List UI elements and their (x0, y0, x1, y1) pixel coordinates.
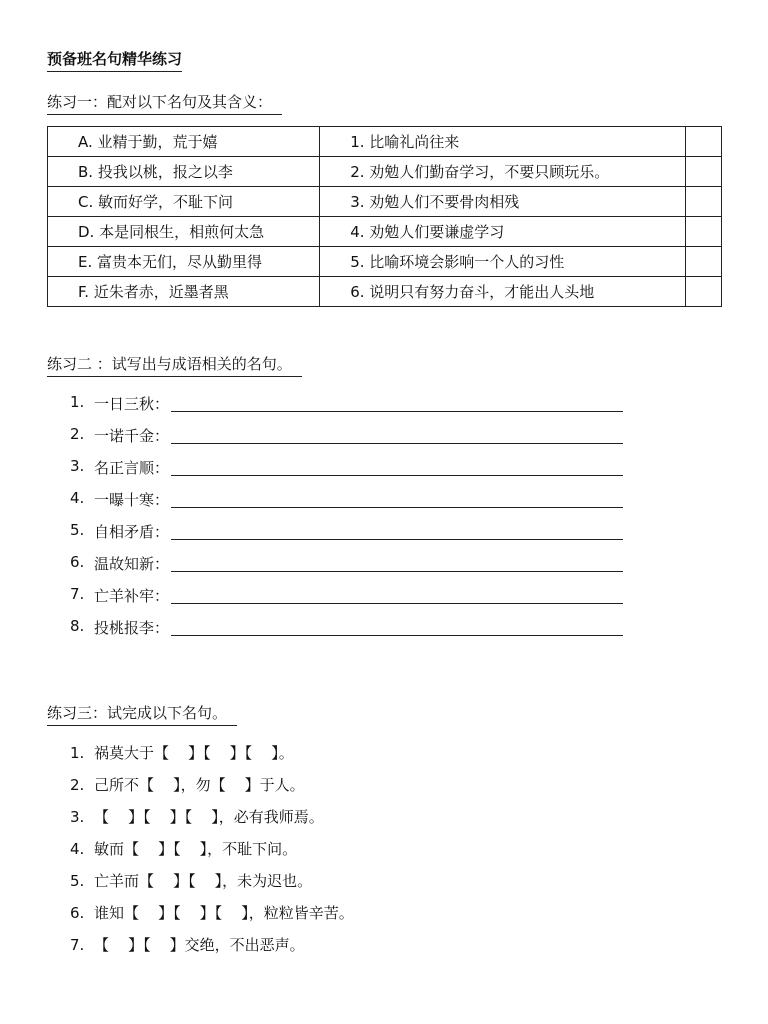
meaning-cell: 3. 劝勉人们不要骨肉相残 (320, 187, 686, 217)
page-title: 预备班名句精华练习 (47, 48, 182, 72)
item-number: 3. (70, 457, 85, 475)
item-number: 8. (70, 617, 85, 635)
item-number: 5. (70, 872, 85, 890)
fill-in-sentence[interactable]: 亡羊而【 】【 】，未为迟也。 (94, 872, 313, 890)
list-item (70, 585, 650, 617)
list-item (70, 457, 650, 489)
answer-line[interactable] (171, 585, 623, 604)
item-number: 6. (70, 553, 85, 571)
item-number: 6. (70, 904, 85, 922)
proverb-cell: B. 投我以桃，报之以李 (48, 157, 320, 187)
proverb-cell: E. 富贵本无们，尽从勤里得 (48, 247, 320, 277)
idiom-term: 一日三秋： (94, 395, 170, 413)
meaning-cell: 6. 说明只有努力奋斗，才能出人头地 (320, 277, 686, 307)
item-number: 1. (70, 393, 85, 411)
list-item (70, 870, 354, 902)
meaning-cell: 1. 比喻礼尚往来 (320, 127, 686, 157)
idiom-term: 自相矛盾： (94, 523, 170, 541)
item-number: 7. (70, 585, 85, 603)
idiom-list (70, 393, 650, 649)
fill-in-sentence[interactable]: 祸莫大于【 】【 】【 】。 (94, 744, 294, 762)
matching-table (47, 126, 722, 307)
table-row (48, 217, 722, 247)
table-row (48, 187, 722, 217)
table-row (48, 127, 722, 157)
item-number: 4. (70, 489, 85, 507)
table-row (48, 247, 722, 277)
proverb-cell: A. 业精于勤，荒于嬉 (48, 127, 320, 157)
answer-cell[interactable] (686, 247, 722, 277)
answer-line[interactable] (171, 553, 623, 572)
answer-line[interactable] (171, 457, 623, 476)
answer-line[interactable] (171, 617, 623, 636)
table-row (48, 277, 722, 307)
exercise-3-heading: 练习三：试完成以下名句。 (47, 702, 237, 726)
answer-line[interactable] (171, 425, 623, 444)
item-number: 1. (70, 744, 85, 762)
answer-cell[interactable] (686, 217, 722, 247)
fill-in-sentence[interactable]: 敏而【 】【 】，不耻下问。 (94, 840, 298, 858)
meaning-cell: 2. 劝勉人们勤奋学习，不要只顾玩乐。 (320, 157, 686, 187)
answer-cell[interactable] (686, 187, 722, 217)
table-row (48, 157, 722, 187)
proverb-cell: D. 本是同根生，相煎何太急 (48, 217, 320, 247)
item-number: 2. (70, 776, 85, 794)
fill-in-list (70, 742, 354, 966)
item-number: 4. (70, 840, 85, 858)
idiom-term: 一曝十寒： (94, 491, 170, 509)
item-number: 3. (70, 808, 85, 826)
proverb-cell: C. 敏而好学，不耻下问 (48, 187, 320, 217)
answer-line[interactable] (171, 521, 623, 540)
idiom-term: 温故知新： (94, 555, 170, 573)
meaning-cell: 4. 劝勉人们要谦虚学习 (320, 217, 686, 247)
fill-in-sentence[interactable]: 【 】【 】交绝，不出恶声。 (94, 936, 305, 954)
idiom-term: 投桃报李： (94, 619, 170, 637)
idiom-term: 一诺千金： (94, 427, 170, 445)
item-number: 7. (70, 936, 85, 954)
item-number: 5. (70, 521, 85, 539)
item-number: 2. (70, 425, 85, 443)
answer-cell[interactable] (686, 277, 722, 307)
list-item (70, 774, 354, 806)
list-item (70, 553, 650, 585)
answer-cell[interactable] (686, 127, 722, 157)
exercise-2-heading: 练习二 ：试写出与成语相关的名句。 (47, 353, 302, 377)
idiom-term: 名正言顺： (94, 459, 170, 477)
fill-in-sentence[interactable]: 己所不【 】，勿【 】于人。 (94, 776, 305, 794)
list-item (70, 425, 650, 457)
list-item (70, 617, 650, 649)
exercise-1-heading: 练习一：配对以下名句及其含义： (47, 91, 282, 115)
proverb-cell: F. 近朱者赤，近墨者黑 (48, 277, 320, 307)
list-item (70, 902, 354, 934)
idiom-term: 亡羊补牢： (94, 587, 170, 605)
list-item (70, 838, 354, 870)
fill-in-sentence[interactable]: 谁知【 】【 】【 】，粒粒皆辛苦。 (94, 904, 354, 922)
list-item (70, 521, 650, 553)
answer-cell[interactable] (686, 157, 722, 187)
list-item (70, 489, 650, 521)
answer-line[interactable] (171, 489, 623, 508)
list-item (70, 934, 354, 966)
answer-line[interactable] (171, 393, 623, 412)
fill-in-sentence[interactable]: 【 】【 】【 】，必有我师焉。 (94, 808, 324, 826)
list-item (70, 393, 650, 425)
list-item (70, 806, 354, 838)
list-item (70, 742, 354, 774)
meaning-cell: 5. 比喻环境会影响一个人的习性 (320, 247, 686, 277)
